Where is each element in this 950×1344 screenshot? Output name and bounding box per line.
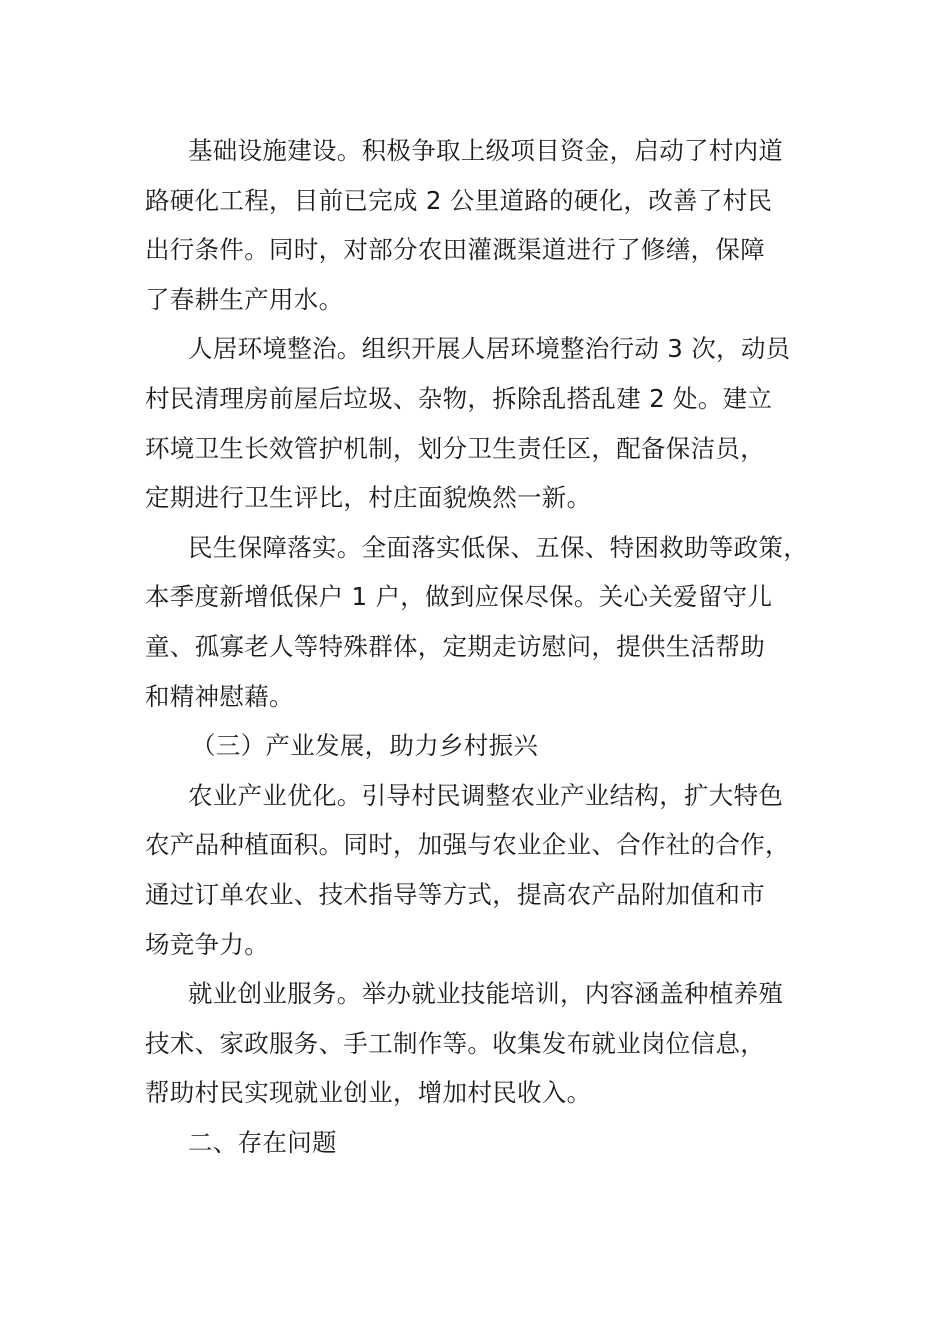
text-line: 农产品种植面积。同时，加强与农业企业、合作社的合作， [145, 830, 790, 860]
text-line: 本季度新增低保户 1 户，做到应保尽保。关心关爱留守儿 [145, 582, 773, 612]
section-heading: 二、存在问题 [188, 1127, 337, 1157]
text-line: 就业创业服务。举办就业技能培训，内容涵盖种植养殖 [188, 979, 784, 1009]
section-heading-industry [145, 721, 825, 771]
text-line: 路硬化工程，目前已完成 2 公里道路的硬化，改善了村民 [145, 185, 773, 215]
text-line: 定期进行卫生评比，村庄面貌焕然一新。 [145, 483, 592, 513]
text-line: 和精神慰藉。 [145, 681, 294, 711]
paragraph-employment [145, 969, 825, 1118]
text-line: 民生保障落实。全面落实低保、五保、特困救助等政策， [188, 532, 808, 562]
text-line: 通过订单农业、技术指导等方式，提高农产品附加值和市 [145, 879, 765, 909]
text-line: 基础设施建设。积极争取上级项目资金，启动了村内道 [188, 136, 784, 165]
section-heading-problems [145, 1118, 825, 1168]
text-line: 环境卫生长效管护机制，划分卫生责任区，配备保洁员， [145, 433, 765, 463]
paragraph-livelihood [145, 523, 825, 721]
section-heading: （三）产业发展，助力乡村振兴 [191, 731, 539, 761]
text-line: 帮助村民实现就业创业，增加村民收入。 [145, 1078, 592, 1108]
document-body [145, 126, 825, 1167]
paragraph-agriculture [145, 771, 825, 969]
text-line: 技术、家政服务、手工制作等。收集发布就业岗位信息， [145, 1028, 765, 1058]
paragraph-environment [145, 324, 825, 522]
text-line: 场竞争力。 [145, 929, 269, 959]
text-line: 农业产业优化。引导村民调整农业产业结构，扩大特色 [188, 780, 784, 810]
text-line: 出行条件。同时，对部分农田灌溉渠道进行了修缮，保障 [145, 235, 765, 265]
text-line: 了春耕生产用水。 [145, 284, 344, 314]
paragraph-infrastructure [145, 126, 825, 324]
text-line: 村民清理房前屋后垃圾、杂物，拆除乱搭乱建 2 处。建立 [145, 383, 773, 413]
text-line: 人居环境整治。组织开展人居环境整治行动 3 次，动员 [188, 334, 791, 364]
text-line: 童、孤寡老人等特殊群体，定期走访慰问，提供生活帮助 [145, 631, 765, 661]
